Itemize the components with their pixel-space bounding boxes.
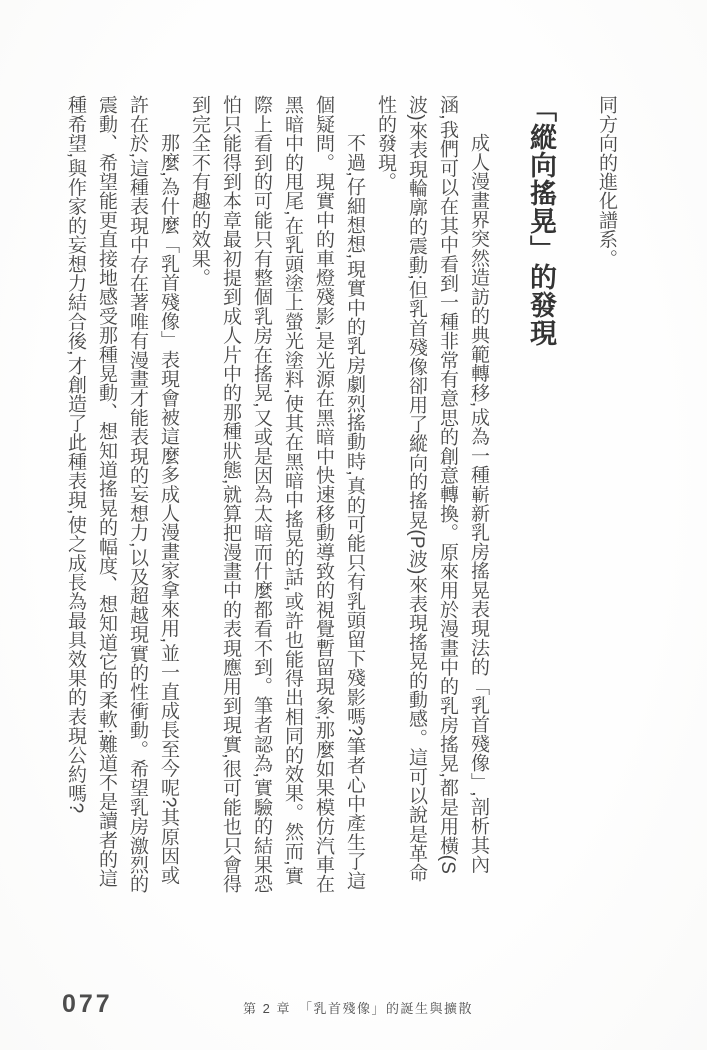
paragraph-1: 成人漫畫界突然造訪的典範轉移,成為一種嶄新乳房搖晃表現法的「乳首殘像」,剖析其內涵,我們可以在其中看到一種非常有意思的創意轉換。原來用於漫畫中的乳房搖晃,都是用橫(S波)來表現輪廓的震動;但乳首殘像卻用了縱向的搖晃(P波)來表現搖晃的動感。這可以說是革命性的發現。 <box>375 95 489 882</box>
paragraph-2: 不過,仔細想想,現實中的乳房劇烈搖動時,真的可能只有乳頭留下殘影嗎?筆者心中產生了這個疑問。現實中的車燈殘影,是光源在黑暗中快速移動導致的視覺暫留現象;那麼如果模仿汽車在黑暗中的甩尾,在乳頭塗上螢光塗料,使其在黑暗中搖晃的話,或許也能得出相同的效果。然而,實際上看到的可能只有整個乳房在搖晃,又或是因為太暗而什麼都看不到。筆者認為,實驗的結果恐怕只能得到本章最初提到成人片中的那種狀態,就算把漫畫中的表現應用到現實,很可能也只會得到完全不有趣的效果。 <box>189 95 365 894</box>
footer-chapter-title: 第 2 章 「乳首殘像」的誕生與擴散 <box>243 1001 473 1016</box>
vertical-text-block <box>60 95 622 895</box>
section-heading: 「縱向搖晃」的發現 <box>526 95 556 347</box>
continuation-text: 同方向的進化譜系。 <box>596 95 617 268</box>
page-number: 077 <box>62 990 113 1018</box>
paragraph-3: 那麼,為什麼「乳首殘像」表現會被這麼多成人漫畫家拿來用,並一直成長至今呢?其原因或許在於,這種表現中存在著唯有漫畫才能表現的妄想力,以及超越現實的性衝動。希望乳房激烈的震動、希望能更直接地感受那種晃動、想知道搖晃的幅度、想知道它的柔軟;難道不是讀者的這種希望,與作家的妄想力結合後,才創造了此種表現,使之成長為最具效果的表現公約嗎? <box>65 95 179 894</box>
